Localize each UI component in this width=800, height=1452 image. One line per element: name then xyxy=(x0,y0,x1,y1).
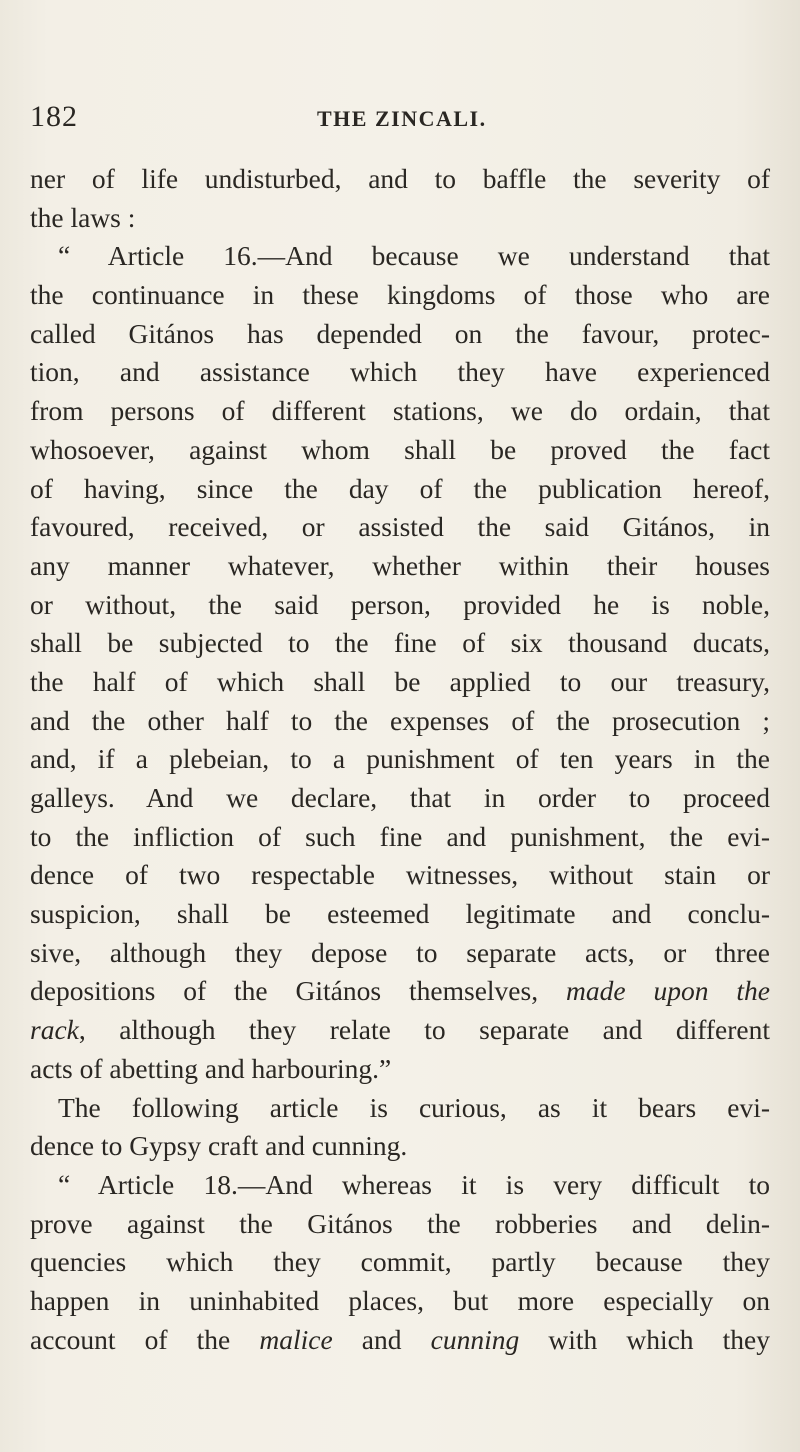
text-line: or without, the said person, provided he is noble, xyxy=(30,588,770,620)
line-text: , although they relate to separate and different xyxy=(78,1014,770,1046)
text-line: from persons of different stations, we do ordain, that xyxy=(30,395,770,427)
text-line xyxy=(30,972,770,1011)
text-line: “ Article 16.—And because we understand that xyxy=(58,240,770,272)
text-line: to the infliction of such fine and punishment, the evi- xyxy=(30,820,770,852)
text-line: any manner whatever, whether within their houses xyxy=(30,549,770,581)
text-line xyxy=(30,1011,770,1050)
text-line: the continuance in these kingdoms of those who are xyxy=(30,279,770,311)
text-line: prove against the Gitános the robberies and delin- xyxy=(30,1207,770,1239)
text-line: and the other half to the expenses of the prosecution ; xyxy=(30,704,770,736)
italic-text: cunning xyxy=(430,1323,520,1355)
text-line: called Gitános has depended on the favour, protec- xyxy=(30,317,770,349)
text-line: happen in uninhabited places, but more especially on xyxy=(30,1284,770,1316)
text-line: ner of life undisturbed, and to baffle the severity of xyxy=(30,163,770,194)
text-line: dence of two respectable witnesses, without stain or xyxy=(30,859,770,891)
text-line: suspicion, shall be esteemed legitimate and conclu- xyxy=(30,898,770,930)
line-text: and xyxy=(332,1323,431,1355)
text-line: The following article is curious, as it bears evi- xyxy=(58,1091,770,1123)
text-line xyxy=(30,1321,770,1360)
running-title: THE ZINCALI. xyxy=(317,106,487,131)
italic-text: rack xyxy=(30,1014,79,1046)
line-text: depositions of the Gitános themselves, xyxy=(30,975,566,1007)
running-head xyxy=(30,100,770,140)
text-line: whosoever, against whom shall be proved the fact xyxy=(30,433,770,465)
text-line: favoured, received, or assisted the said Gitános, in xyxy=(30,511,770,543)
page-number: 182 xyxy=(30,100,78,133)
text-line: galleys. And we declare, that in order to proceed xyxy=(30,782,770,813)
body-text xyxy=(30,160,770,1359)
text-line: and, if a plebeian, to a punishment of ten years in the xyxy=(30,743,770,775)
text-line: the laws : xyxy=(30,201,136,233)
text-line: shall be subjected to the fine of six thousand ducats, xyxy=(30,627,770,659)
italic-text: made upon the xyxy=(566,975,770,1007)
text-line: of having, since the day of the publication hereof, xyxy=(30,472,770,504)
text-line: tion, and assistance which they have experienced xyxy=(30,356,770,388)
text-line: quencies which they commit, partly because they xyxy=(30,1246,770,1278)
italic-text: malice xyxy=(259,1323,333,1355)
text-line: “ Article 18.—And whereas it is very difficult to xyxy=(58,1168,770,1200)
line-text: account of the xyxy=(30,1323,260,1355)
text-line: the half of which shall be applied to our treasury, xyxy=(30,665,770,697)
text-line: dence to Gypsy craft and cunning. xyxy=(30,1130,408,1162)
text-line: sive, although they depose to separate acts, or three xyxy=(30,936,770,968)
line-text: with which they xyxy=(519,1323,770,1355)
text-line: acts of abetting and harbouring.” xyxy=(30,1052,392,1084)
